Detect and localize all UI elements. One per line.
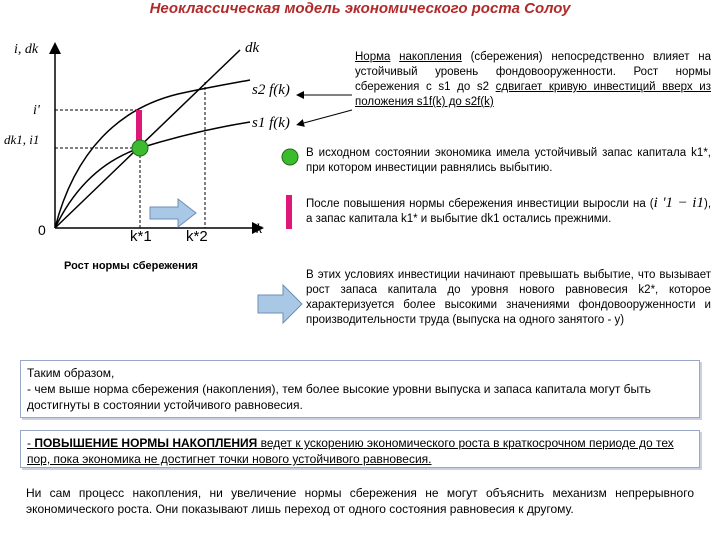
s2-curve <box>55 80 250 228</box>
emphasis-bold: ПОВЫШЕНИЕ НОРМЫ НАКОПЛЕНИЯ <box>34 436 258 450</box>
summary-box <box>20 360 700 418</box>
green-marker <box>282 149 298 165</box>
investment-formula: i '1 − i1 <box>653 195 704 211</box>
origin-label: 0 <box>38 222 46 238</box>
x-axis-label: k <box>256 222 263 237</box>
k1-star-label: k*1 <box>130 228 152 245</box>
conclusion-text: Ни сам процесс накопления, ни увеличение нормы сбережения не могут объяснить механизм непрерывного экономического роста. Они показывают лишь переход от одного состояния равновесия к другому. <box>26 486 694 516</box>
k-shift-arrow <box>150 199 196 227</box>
label-dk1-i1: dk1, i1 <box>4 132 40 147</box>
curve-s2-label: s2 f(k) <box>252 82 290 98</box>
summary-line-1: Таким образом, <box>27 366 115 380</box>
curve-s1-label: s1 f(k) <box>252 115 290 131</box>
blue-arrow-marker <box>258 285 302 323</box>
note-savings-rate <box>355 50 711 110</box>
note-text-3a: После повышения нормы сбережения инвестиции выросли на ( <box>306 198 654 210</box>
emphasis-rest: ведет к ускорению экономического роста в краткосрочном периоде до тех пор, пока экономика не достигнет точки нового устойчивого равновесия. <box>27 436 674 466</box>
graph-caption: Рост нормы сбережения <box>64 260 198 272</box>
label-i-prime: i' <box>33 103 40 118</box>
note-text-3b: ), а запас капитала k1* и выбытие dk1 остались прежними. <box>306 198 712 225</box>
note-word-norma: Норма <box>355 51 391 63</box>
note-text-1: (сбережения) непосредственно влияет на устойчивый уровень фондовооруженности. Рост нормы сбережения с s1 до s2 <box>355 51 711 93</box>
summary-line-2: - чем выше норма сбережения (накопления), тем более высокие уровни выпуска и запаса капитала могут быть достигнуты в состоянии устойчивого равновесия. <box>27 382 651 412</box>
equilibrium-point <box>132 140 148 156</box>
pointer-line-2 <box>300 110 352 124</box>
pink-marker <box>286 195 292 229</box>
dk-line <box>55 50 240 228</box>
emphasis-prefix: - <box>27 436 35 450</box>
emphasis-box <box>20 430 700 468</box>
note-initial-state: В исходном состоянии экономика имела устойчивый запас капитала k1*, при котором инвестиции равнялись выбытию. <box>306 147 711 174</box>
note-word-nakopleniya: накопления <box>399 51 462 63</box>
note-after-increase <box>306 196 711 227</box>
investment-jump-bar <box>136 110 142 144</box>
k2-star-label: k*2 <box>186 228 208 245</box>
note-text-1-underlined: сдвигает кривую инвестиций вверх из положения s1f(k) до s2f(k) <box>355 81 711 108</box>
conclusion-box <box>20 481 700 537</box>
curve-dk-label: dk <box>245 40 260 56</box>
y-axis-label: i, dk <box>14 42 39 57</box>
page-title: Неоклассическая модель экономического роста Солоу <box>149 0 571 17</box>
note-new-equilibrium: В этих условиях инвестиции начинают превышать выбытие, что вызывает рост запаса капитала до уровня нового равновесия k2*, которое характеризуется более высокими значениями фондовооруженности и производительности труда (выпуска на одного занятого - y) <box>306 269 711 326</box>
